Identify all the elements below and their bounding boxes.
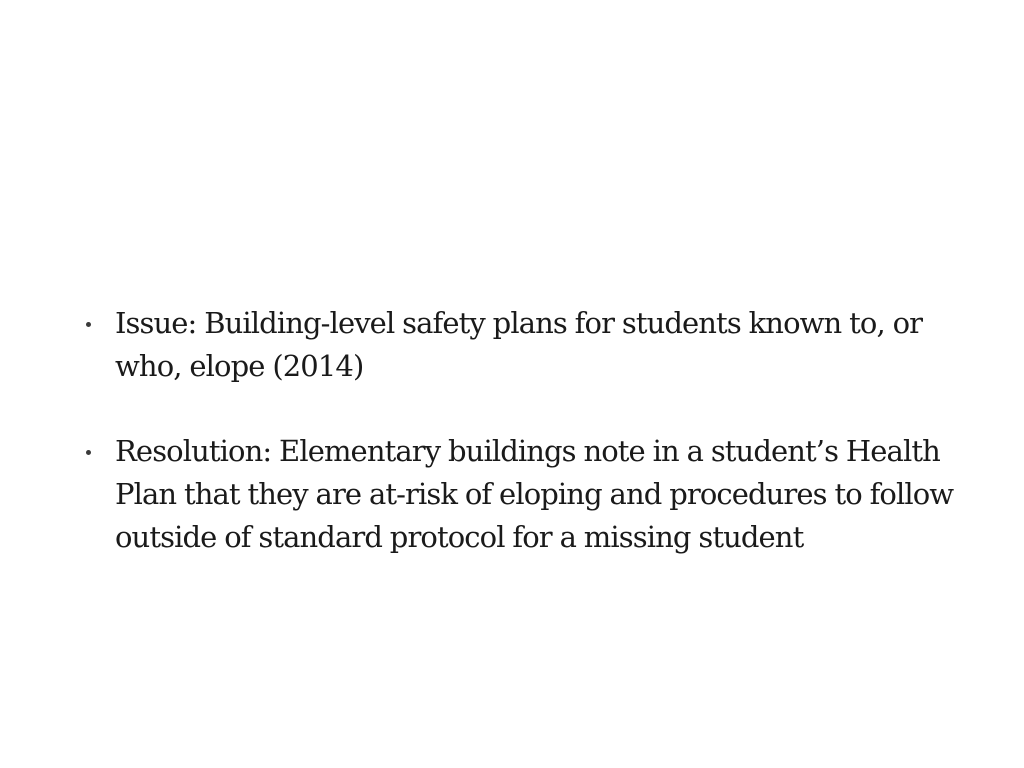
bullet-dot-icon — [86, 322, 91, 327]
bullet-text-issue: Issue: Building-level safety plans for students known to, or who, elope (2014) — [115, 306, 923, 383]
bullet-item-resolution — [0, 430, 955, 559]
bullet-list — [0, 302, 1024, 559]
bullet-item-issue — [0, 302, 955, 388]
bullet-dot-icon — [86, 450, 91, 455]
bullet-text-resolution: Resolution: Elementary buildings note in a student’s Health Plan that they are at-risk of eloping and procedures to follow outside of standard protocol for a missing student — [115, 434, 954, 554]
